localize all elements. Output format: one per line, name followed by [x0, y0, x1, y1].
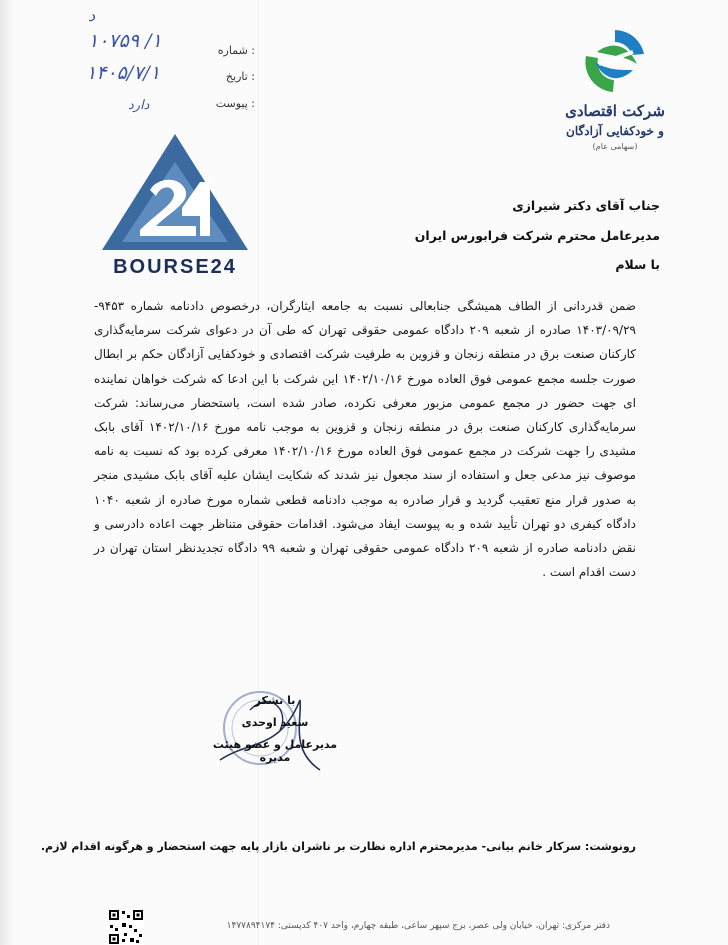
signature-block [190, 680, 350, 780]
company-name-line1: شرکت اقتصادی [565, 102, 665, 120]
attachment-label: : پیوست [215, 97, 255, 110]
addressee-name: جناب آقای دکتر شیرازی [512, 198, 660, 213]
company-name-line2: و خودکفایی آزادگان [566, 124, 664, 138]
body-line: نقض دادنامه صادره از شعبه ۲۰۹ دادگاه عمومی حقوقی تهران و شعبه ۹۹ دادگاه تجدیدنظر استان تهران در [94, 541, 636, 556]
footer [0, 905, 728, 945]
company-emblem-icon [575, 26, 655, 98]
watermark-text: BOURSE24 [113, 256, 237, 278]
body-line: کارکنان صنعت برق در منطقه زنجان و قزوین به طرفیت شرکت اقتصادی و خودکفایی آزادگان حکم بر ابطال [94, 347, 636, 362]
signatory-name: سعید اوحدی [241, 716, 309, 729]
body-line: موصوف نیز مدعی جعل و استفاده از سند مجعول نیز شدند که شکایت ایشان علیه آقای بابک مشیدی منجر [94, 468, 636, 483]
number-label: : شماره [217, 44, 255, 57]
body-line: دست اقدام است . [542, 565, 636, 580]
closing: با تشکر [254, 694, 296, 707]
body-line: سرمایه‌گذاری کارکنان صنعت برق در منطقه زنجان و قزوین به موجب نامه مورخ ۱۴۰۲/۱۰/۱۶ آقای بابک [94, 420, 636, 435]
date-label: : تاریخ [225, 70, 255, 83]
body-line: ۱۴۰۳/۰۹/۲۹ صادره از شعبه ۲۰۹ دادگاه عمومی حقوقی تهران که طی آن در دعوای شرکت سرمایه‌گذاری [94, 323, 636, 338]
signatory-position: مدیرعامل و عضو هیئت مدیره [212, 738, 338, 764]
handwritten-attachment: دارد [128, 98, 150, 113]
greeting: با سلام [615, 257, 660, 272]
bourse24-triangle-icon [100, 132, 250, 252]
scan-shadow [0, 0, 14, 945]
footer-address: دفتر مرکزی: تهران، خیابان ولی عصر، برج سپهر ساعی، طبقه چهارم، واحد ۴۰۷ کدپستی: ۱۴۷۷۸۹۴۱۷۴ [226, 921, 610, 931]
company-type: (سهامی عام) [592, 142, 638, 151]
handwritten-number: ۱۰۷۵۹ /۱ [88, 30, 162, 52]
carbon-copy: رونوشت: سرکار خانم بیانی- مدیرمحترم اداره نظارت بر ناشران بازار پایه جهت استحضار و هرگونه اقدام لازم. [40, 840, 636, 853]
body-line: مشیدی را جهت شرکت در مجمع عمومی فوق العاده مورخ ۱۴۰۲/۱۰/۱۶ معرفی کرده بود که نسبت به نامه [94, 444, 637, 459]
body-line: به صدور قرار منع تعقیب گردید و قرار صادره به موجب دادنامه قطعی شماره مورخ صادره از شعبه ۱۰۴۰ [94, 492, 636, 507]
handwritten-date: ۱۴۰۵/۷/۱ [86, 62, 161, 84]
body-line: ای جهت حضور در مجمع عمومی مزبور معرفی نکرده، صادر شده است، باستحضار می‌رساند: شرکت [94, 395, 636, 410]
qr-code-icon [108, 909, 144, 945]
company-logo [565, 26, 665, 176]
addressee-title: مدیرعامل محترم شرکت فرابورس ایران [414, 228, 660, 243]
body-line: صورت جلسه مجمع عمومی فوق العاده مورخ ۱۴۰۲/۱۰/۱۶ این شرکت با این ادعا که شرکت خواهان نماینده [94, 371, 637, 386]
bourse24-watermark [100, 132, 250, 282]
body-line: دادگاه کیفری دو تهران تأیید شده و به پیوست ایفاد می‌شود. اقدامات حقوقی متناظر جهت اعاده دادرسی و [94, 516, 636, 531]
body-line: ضمن قدردانی از الطاف همیشگی جنابعالی نسبت به جامعه ایثارگران، درخصوص دادنامه شماره ۹۴۵۳- [94, 299, 636, 313]
letter-body [94, 294, 636, 584]
number-mark: د [88, 6, 96, 25]
